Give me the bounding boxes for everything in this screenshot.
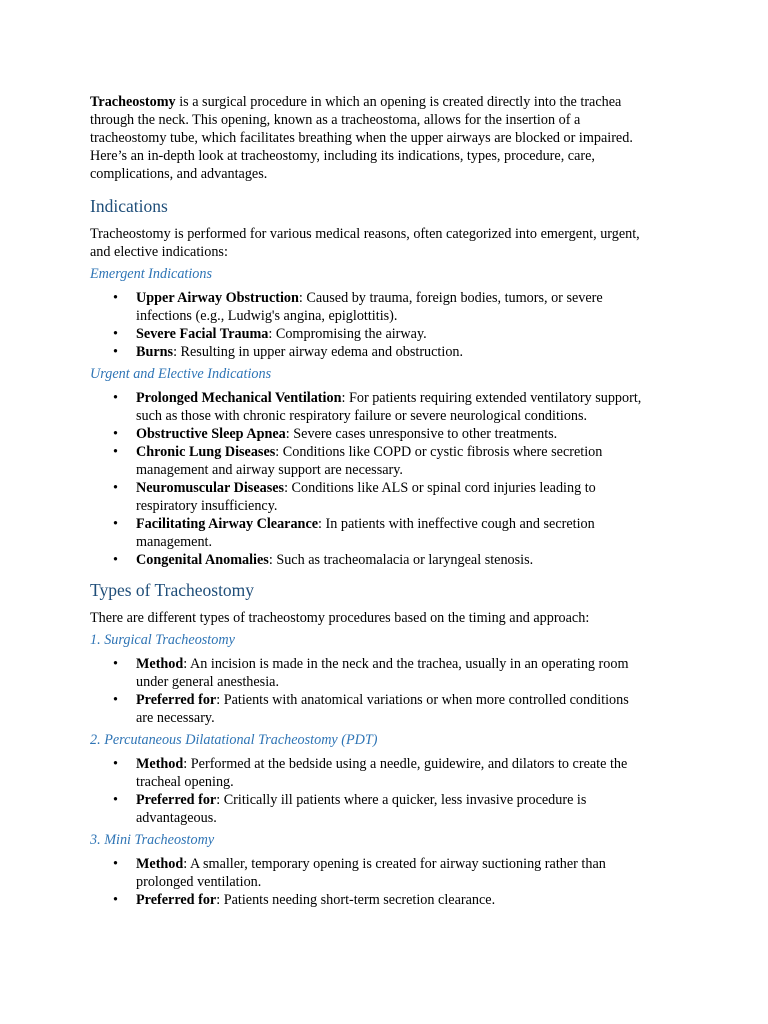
- item-text: : A smaller, temporary opening is created for airway suctioning rather than: [183, 856, 606, 872]
- item-term: Burns: [136, 344, 174, 360]
- pdt-list: [90, 755, 690, 827]
- list-item: [136, 891, 690, 909]
- emergent-heading: Emergent Indications: [90, 266, 213, 282]
- list-item: [136, 389, 690, 425]
- intro-line: Here’s an in-depth look at tracheostomy, including its indications, types, procedure, care,: [90, 148, 595, 164]
- list-item: [136, 289, 690, 325]
- types-paragraph: There are different types of tracheostomy procedures based on the timing and approach:: [90, 610, 590, 626]
- item-text: tracheal opening.: [136, 774, 234, 790]
- item-text: advantageous.: [136, 810, 217, 826]
- item-term: Congenital Anomalies: [136, 552, 269, 568]
- intro-line: tracheostomy tube, which facilitates breathing when the upper airways are blocked or impaired.: [90, 130, 633, 146]
- list-item: [136, 691, 690, 727]
- item-term: Chronic Lung Diseases: [136, 444, 276, 460]
- item-text: : Severe cases unresponsive to other treatments.: [285, 426, 558, 442]
- intro-paragraph: [90, 93, 690, 183]
- document-body: [90, 93, 690, 909]
- indications-heading: Indications: [90, 196, 168, 216]
- item-text: : Such as tracheomalacia or laryngeal stenosis.: [268, 552, 534, 568]
- list-item: [136, 791, 690, 827]
- item-text: prolonged ventilation.: [136, 874, 262, 890]
- types-heading: Types of Tracheostomy: [90, 580, 255, 600]
- paragraph-line: Tracheostomy is performed for various medical reasons, often categorized into emergent, urgent,: [90, 226, 640, 242]
- item-term: Obstructive Sleep Apnea: [136, 426, 286, 442]
- list-item: [136, 655, 690, 691]
- item-term: Method: [136, 856, 184, 872]
- pdt-heading: 2. Percutaneous Dilatational Tracheostomy (PDT): [90, 732, 378, 748]
- list-item: [136, 343, 690, 361]
- intro-line: is a surgical procedure in which an opening is created directly into the trachea: [175, 94, 622, 110]
- list-item: [136, 325, 690, 343]
- item-text: : Compromising the airway.: [268, 326, 427, 342]
- list-item: [136, 551, 690, 569]
- item-term: Method: [136, 756, 184, 772]
- paragraph-line: and elective indications:: [90, 244, 228, 260]
- list-item: [136, 425, 690, 443]
- item-term: Neuromuscular Diseases: [136, 480, 285, 496]
- item-text: : Resulting in upper airway edema and obstruction.: [173, 344, 464, 360]
- item-term: Severe Facial Trauma: [136, 326, 269, 342]
- item-text: : Patients with anatomical variations or when more controlled conditions: [216, 692, 629, 708]
- urgent-list: [90, 389, 690, 569]
- item-text: : Patients needing short-term secretion clearance.: [216, 892, 496, 908]
- item-term: Preferred for: [136, 892, 217, 908]
- urgent-heading: Urgent and Elective Indications: [90, 366, 272, 382]
- item-text: : Conditions like COPD or cystic fibrosis where secretion: [275, 444, 603, 460]
- item-text: infections (e.g., Ludwig's angina, epiglottitis).: [136, 308, 398, 324]
- item-term: Prolonged Mechanical Ventilation: [136, 390, 342, 406]
- item-text: respiratory insufficiency.: [136, 498, 278, 514]
- item-text: under general anesthesia.: [136, 674, 279, 690]
- item-term: Facilitating Airway Clearance: [136, 516, 319, 532]
- intro-term: Tracheostomy: [90, 94, 176, 110]
- item-text: : For patients requiring extended ventilatory support,: [341, 390, 642, 406]
- item-term: Preferred for: [136, 792, 217, 808]
- intro-line: through the neck. This opening, known as a tracheostoma, allows for the insertion of a: [90, 112, 581, 128]
- list-item: [136, 479, 690, 515]
- list-item: [136, 515, 690, 551]
- intro-line: complications, and advantages.: [90, 166, 268, 182]
- mini-heading: 3. Mini Tracheostomy: [90, 832, 215, 848]
- item-term: Method: [136, 656, 184, 672]
- item-text: : Critically ill patients where a quicker, less invasive procedure is: [216, 792, 587, 808]
- item-text: such as those with chronic respiratory failure or severe neurological conditions.: [136, 408, 588, 424]
- item-text: : Conditions like ALS or spinal cord injuries leading to: [284, 480, 596, 496]
- item-text: management and airway support are necessary.: [136, 462, 403, 478]
- list-item: [136, 755, 690, 791]
- item-term: Upper Airway Obstruction: [136, 290, 299, 306]
- item-text: : In patients with ineffective cough and secretion: [318, 516, 595, 532]
- surgical-list: [90, 655, 690, 727]
- emergent-list: [90, 289, 690, 361]
- item-text: management.: [136, 534, 213, 550]
- list-item: [136, 855, 690, 891]
- item-text: : An incision is made in the neck and the trachea, usually in an operating room: [183, 656, 629, 672]
- list-item: [136, 443, 690, 479]
- surgical-heading: 1. Surgical Tracheostomy: [90, 632, 235, 648]
- indications-paragraph: [90, 225, 690, 261]
- item-text: : Caused by trauma, foreign bodies, tumors, or severe: [298, 290, 603, 306]
- mini-list: [90, 855, 690, 909]
- item-term: Preferred for: [136, 692, 217, 708]
- item-text: are necessary.: [136, 710, 215, 726]
- item-text: : Performed at the bedside using a needle, guidewire, and dilators to create the: [183, 756, 628, 772]
